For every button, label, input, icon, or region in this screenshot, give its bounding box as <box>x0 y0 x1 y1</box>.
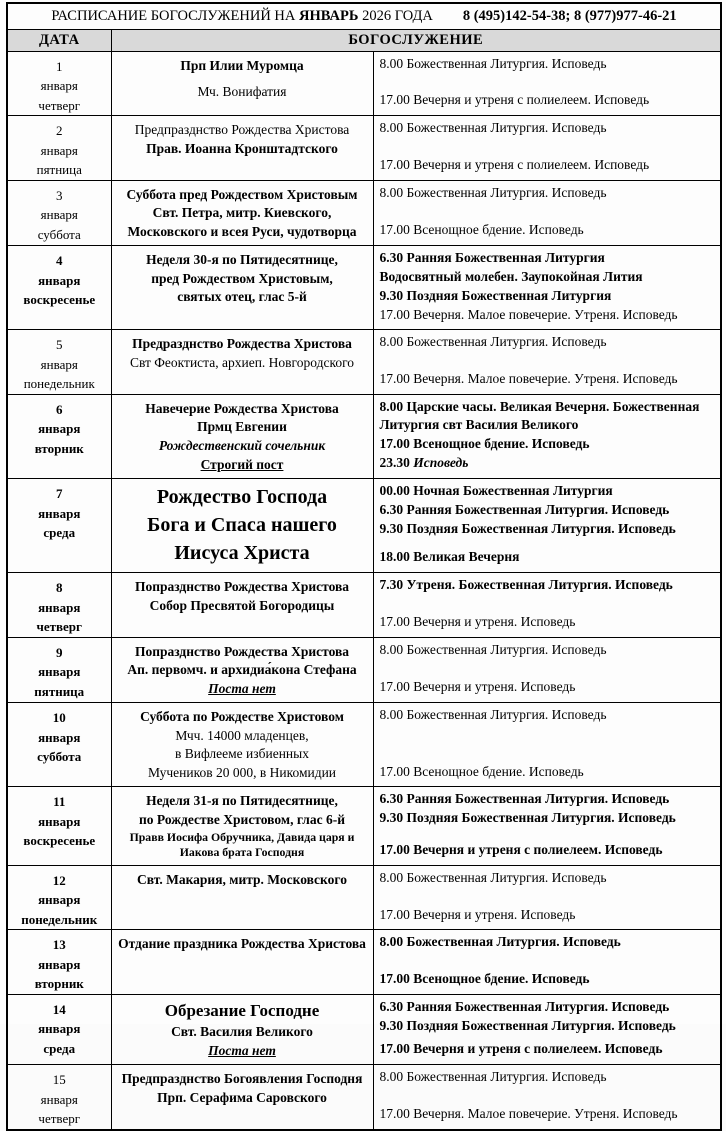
service-line <box>380 1068 715 1086</box>
service-time: 17.00 <box>379 436 414 452</box>
feast-line: Свт. Василия Великого <box>171 1024 313 1040</box>
feast-line: Прав. Иоанна Кронштадтского <box>146 140 338 156</box>
feast-line: Прмц Евгении <box>197 419 287 435</box>
feast-line: Обрезание Господне <box>164 1000 320 1020</box>
service-time: 17.00 <box>379 971 414 987</box>
service-time: 17.00 <box>379 222 414 238</box>
date-month: января <box>38 664 81 680</box>
date-cell <box>7 246 111 330</box>
date-month: января <box>38 272 81 288</box>
date-month: января <box>38 1021 81 1037</box>
date-month: января <box>40 142 78 158</box>
services-cell <box>373 51 721 116</box>
service-text: Вечерня и утреня. Исповедь <box>413 613 576 629</box>
feast-line: Иисуса Христа <box>174 542 310 565</box>
services-cell <box>373 703 721 787</box>
schedule-row <box>7 787 721 866</box>
title-cell <box>7 3 721 29</box>
service-line <box>380 435 715 453</box>
service-group <box>380 933 715 952</box>
service-text: Божественная Литургия. Исповедь <box>406 334 607 350</box>
service-text: Поздняя Божественная Литургия. Исповедь <box>406 810 676 826</box>
service-text: Божественная Литургия. Исповедь <box>406 1069 607 1085</box>
service-line <box>380 156 715 174</box>
service-line <box>380 576 715 594</box>
service-time: 8.00 <box>379 641 407 657</box>
service-line <box>380 678 715 696</box>
service-text: Ночная Божественная Литургия <box>413 483 613 499</box>
feast-cell <box>111 246 373 330</box>
date-weekday: среда <box>43 1040 76 1056</box>
service-line <box>380 184 715 202</box>
feast-line: Неделя 30-я по Пятидесятнице, <box>146 252 338 268</box>
service-line <box>380 287 715 305</box>
service-time: 00.00 <box>379 483 414 499</box>
schedule-table <box>6 2 722 1131</box>
service-line <box>380 970 715 988</box>
service-text: Вечерня. Малое повечерие. Утреня. Исповедь <box>413 306 678 322</box>
service-text: Ранняя Божественная Литургия <box>406 250 605 266</box>
feast-cell <box>111 573 373 638</box>
service-text: Вечерня. Малое повечерие. Утреня. Исповедь <box>413 371 678 387</box>
date-cell <box>7 637 111 703</box>
date-day: 10 <box>52 710 66 726</box>
date-weekday: понедельник <box>21 911 98 927</box>
service-text: Великая Вечерня <box>413 549 520 565</box>
service-time: 6.30 <box>379 998 407 1014</box>
feast-line: Мч. Вонифатия <box>197 84 287 100</box>
service-text: Всенощное бдение. Исповедь <box>413 436 590 452</box>
title-suffix: 2026 ГОДА <box>362 7 433 24</box>
feast-line: Суббота по Рождестве Христовом <box>140 709 344 725</box>
feast-cell <box>111 330 373 395</box>
service-time: 9.30 <box>379 810 407 826</box>
service-time: 17.00 <box>379 1041 414 1057</box>
service-group <box>380 790 715 828</box>
service-text: Вечерня. Малое повечерие. Утреня. Исповедь <box>413 1105 678 1121</box>
service-text: Всенощное бдение. Исповедь <box>413 763 584 779</box>
schedule-row <box>7 994 721 1064</box>
service-time: 8.00 <box>379 334 407 350</box>
date-weekday: пятница <box>36 162 82 177</box>
service-time: 9.30 <box>379 287 407 303</box>
service-text: Царские часы. Великая Вечерня. Божественная Литургия свт Василия Великого <box>379 398 700 432</box>
feast-cell <box>111 930 373 995</box>
services-cell <box>373 930 721 995</box>
date-month: января <box>38 599 81 615</box>
service-line <box>380 501 715 519</box>
service-text: Божественная Литургия. Исповедь <box>406 934 621 950</box>
feast-line: Попразднство Рождества Христова <box>134 643 350 659</box>
date-day: 4 <box>56 253 63 269</box>
schedule-body <box>7 51 721 1130</box>
date-weekday: воскресенье <box>23 292 96 308</box>
column-header-service: БОГОСЛУЖЕНИЕ <box>111 29 721 51</box>
service-time: 6.30 <box>379 501 407 517</box>
service-text: Всенощное бдение. Исповедь <box>413 971 590 987</box>
feast-line: Правв Иосифа Обручника, Давида царя и <box>129 829 355 844</box>
feast-line: в Вифлееме избиенных <box>175 746 309 762</box>
service-text: Божественная Литургия. Исповедь <box>406 869 607 885</box>
service-time: 17.00 <box>379 92 414 108</box>
schedule-row <box>7 930 721 995</box>
service-text: Вечерня и утреня с полиелеем. Исповедь <box>413 842 663 858</box>
date-cell <box>7 116 111 181</box>
phone-numbers: 8 (495)142-54-38; 8 (977)977-46-21 <box>462 7 677 24</box>
service-time: 8.00 <box>379 934 407 950</box>
date-weekday: вторник <box>34 976 84 992</box>
date-month: января <box>38 956 81 972</box>
service-line <box>380 763 715 781</box>
service-time: 6.30 <box>379 791 407 807</box>
feast-line: Поста нет <box>208 680 276 696</box>
date-month: января <box>40 356 78 372</box>
column-header-row <box>7 29 721 51</box>
service-group <box>380 869 715 888</box>
service-group <box>380 249 715 305</box>
service-text: Божественная Литургия. Исповедь <box>406 120 607 135</box>
service-time: 17.00 <box>379 842 414 858</box>
date-weekday: понедельник <box>23 376 95 392</box>
feast-cell <box>111 637 373 703</box>
service-group <box>380 1105 715 1124</box>
service-time: 17.00 <box>379 306 414 322</box>
schedule-row <box>7 116 721 181</box>
service-time: 8.00 <box>379 707 407 723</box>
schedule-row <box>7 865 721 930</box>
date-day: 14 <box>52 1001 66 1017</box>
date-month: января <box>38 505 81 521</box>
service-line <box>380 998 715 1016</box>
service-group <box>380 184 715 203</box>
service-group <box>380 548 715 567</box>
date-cell <box>7 180 111 246</box>
service-text: Поздняя Божественная Литургия. Исповедь <box>406 1017 676 1033</box>
date-day: 13 <box>52 937 66 953</box>
service-group <box>380 370 715 389</box>
date-month: января <box>38 421 81 437</box>
services-cell <box>373 246 721 330</box>
service-time: 17.00 <box>379 679 414 695</box>
date-weekday: среда <box>43 525 76 541</box>
service-time: 8.00 <box>379 120 407 135</box>
service-time: 8.00 <box>379 55 407 71</box>
page-title <box>51 8 432 25</box>
service-time: 23.30 <box>379 455 414 471</box>
date-cell <box>7 330 111 395</box>
service-group <box>380 678 715 697</box>
schedule-row <box>7 330 721 395</box>
date-day: 9 <box>56 644 63 660</box>
schedule-row <box>7 479 721 573</box>
services-cell <box>373 479 721 573</box>
services-cell <box>373 865 721 930</box>
service-group <box>380 906 715 925</box>
schedule-row <box>7 246 721 330</box>
service-group <box>380 91 715 110</box>
service-time: 17.00 <box>379 1105 414 1121</box>
column-header-date: ДАТА <box>7 29 111 51</box>
feast-line: Неделя 31-я по Пятидесятнице, <box>146 793 338 809</box>
date-month: января <box>40 1091 78 1107</box>
feast-line: по Рождестве Христовом, глас 6-й <box>139 811 345 827</box>
service-text: Вечерня и утреня. Исповедь <box>413 679 576 695</box>
service-line <box>380 91 715 109</box>
feast-cell <box>111 116 373 181</box>
date-day: 6 <box>56 401 63 417</box>
feast-line: Свт Феоктиста, архиеп. Новгородского <box>129 354 355 370</box>
schedule-row <box>7 573 721 638</box>
service-time: 17.00 <box>379 763 414 779</box>
date-day: 15 <box>52 1072 66 1088</box>
service-group <box>380 55 715 74</box>
service-line <box>380 548 715 566</box>
services-cell <box>373 1065 721 1130</box>
schedule-row <box>7 394 721 478</box>
services-cell <box>373 994 721 1064</box>
feast-line: Собор Пресвятой Богородицы <box>149 597 335 613</box>
service-text: Божественная Литургия. Исповедь <box>406 55 607 71</box>
services-cell <box>373 330 721 395</box>
title-prefix: РАСПИСАНИЕ БОГОСЛУЖЕНИЙ НА <box>51 7 296 24</box>
service-line <box>380 249 715 267</box>
service-group <box>380 221 715 240</box>
service-line <box>380 641 715 659</box>
date-cell <box>7 479 111 573</box>
schedule-row <box>7 51 721 116</box>
service-group <box>380 306 715 325</box>
service-line <box>380 706 715 724</box>
date-cell <box>7 51 111 116</box>
service-text: Вечерня и утреня. Исповедь <box>413 906 576 922</box>
service-text: Божественная Литургия. Исповедь <box>406 184 607 200</box>
services-cell <box>373 394 721 478</box>
service-time: 17.00 <box>379 613 414 629</box>
service-text: Вечерня и утреня с полиелеем. Исповедь <box>413 92 650 108</box>
feast-line: Предпразднство Рождества Христова <box>134 122 350 137</box>
date-month: января <box>40 78 78 93</box>
date-cell <box>7 573 111 638</box>
date-weekday: вторник <box>34 440 84 456</box>
service-line <box>380 613 715 631</box>
services-cell <box>373 116 721 181</box>
service-line <box>380 119 715 137</box>
service-group <box>380 333 715 352</box>
service-group <box>380 613 715 632</box>
date-weekday: пятница <box>34 683 85 699</box>
service-text: Вечерня и утреня с полиелеем. Исповедь <box>413 156 650 172</box>
service-line <box>380 1040 715 1058</box>
services-cell <box>373 787 721 866</box>
date-day: 1 <box>56 58 63 74</box>
service-text: Поздняя Божественная Литургия <box>406 287 612 303</box>
feast-line: Бога и Спаса нашего <box>147 514 337 537</box>
service-group <box>380 1068 715 1087</box>
service-time: 8.00 <box>379 869 407 885</box>
date-month: января <box>38 729 81 745</box>
service-group <box>380 398 715 435</box>
date-day: 11 <box>53 794 66 810</box>
service-line <box>380 454 715 472</box>
feast-line: Свт. Петра, митр. Киевского, <box>152 205 332 221</box>
date-day: 2 <box>56 123 63 138</box>
feast-cell <box>111 479 373 573</box>
service-group <box>380 576 715 595</box>
schedule-row <box>7 703 721 787</box>
service-line <box>380 55 715 73</box>
service-line <box>380 809 715 827</box>
service-text: Божественная Литургия. Исповедь <box>406 641 607 657</box>
feast-line: Попразднство Рождества Христова <box>134 579 350 595</box>
service-line <box>380 268 715 286</box>
date-cell <box>7 787 111 866</box>
feast-line: Иакова брата Господня <box>179 845 305 860</box>
feast-line: Свт. Макария, митр. Московского <box>137 871 347 887</box>
schedule-row <box>7 1065 721 1130</box>
date-weekday: суббота <box>37 226 81 242</box>
date-day: 3 <box>56 187 63 203</box>
feast-line: Мучеников 20 000, в Никомидии <box>147 764 337 780</box>
date-weekday: воскресенье <box>23 833 96 849</box>
service-text: Исповедь <box>413 455 469 471</box>
service-line <box>380 1017 715 1035</box>
service-group <box>380 482 715 538</box>
feast-cell <box>111 180 373 246</box>
feast-line: Прп. Серафима Саровского <box>157 1089 327 1105</box>
feast-line: Рождественский сочельник <box>158 437 326 453</box>
date-day: 12 <box>52 872 66 888</box>
service-text: Ранняя Божественная Литургия. Исповедь <box>406 501 670 517</box>
service-line <box>380 906 715 924</box>
feast-line: Ап. первомч. и архидиа́кона Стефана <box>127 662 357 678</box>
service-group <box>380 435 715 473</box>
feast-cell <box>111 787 373 866</box>
service-time: 6.30 <box>379 250 407 266</box>
feast-line: Предразднство Рождества Христова <box>132 336 352 352</box>
date-month: января <box>40 207 78 222</box>
feast-cell <box>111 994 373 1064</box>
service-time: 17.00 <box>379 156 414 172</box>
date-cell <box>7 865 111 930</box>
date-day: 5 <box>56 337 63 353</box>
date-cell <box>7 994 111 1064</box>
feast-line: Московского и всея Руси, чудотворца <box>127 223 357 239</box>
feast-line: Суббота пред Рождеством Христовым <box>126 186 358 202</box>
service-group <box>380 706 715 725</box>
service-line <box>380 841 715 859</box>
services-cell <box>373 637 721 703</box>
service-time: 8.00 <box>379 398 407 414</box>
date-cell <box>7 394 111 478</box>
service-time: 9.30 <box>379 520 407 536</box>
feast-line: пред Рождеством Христовым, <box>151 270 333 286</box>
service-time: 17.00 <box>379 371 414 387</box>
feast-line: Поста нет <box>208 1042 276 1058</box>
service-group <box>380 841 715 860</box>
services-cell <box>373 180 721 246</box>
schedule-row <box>7 637 721 703</box>
service-text: Ранняя Божественная Литургия. Исповедь <box>406 791 670 807</box>
date-cell <box>7 703 111 787</box>
date-day: 7 <box>56 486 63 502</box>
feast-cell <box>111 394 373 478</box>
feast-line: Предпразднство Богоявления Господня <box>121 1071 363 1087</box>
feast-line: Навечерие Рождества Христова <box>145 400 339 416</box>
date-day: 8 <box>56 580 63 596</box>
feast-line: святых отец, глас 5-й <box>177 289 307 305</box>
service-group <box>380 763 715 782</box>
service-line <box>380 333 715 351</box>
title-row <box>7 3 721 29</box>
feast-line: Отдание праздника Рождества Христова <box>118 936 366 952</box>
date-weekday: четверг <box>38 97 81 113</box>
service-text: Божественная Литургия. Исповедь <box>406 707 607 723</box>
feast-line: Прп Илии Муромца <box>180 57 304 73</box>
feast-line: Строгий пост <box>200 456 284 472</box>
title-month: ЯНВАРЬ <box>299 7 359 24</box>
service-text: Поздняя Божественная Литургия. Исповедь <box>406 520 676 536</box>
date-month: января <box>38 813 81 829</box>
service-line <box>380 370 715 388</box>
service-text: Водосвятный молебен. Заупокойная Лития <box>379 268 643 284</box>
date-weekday: суббота <box>37 749 82 765</box>
service-text: Ранняя Божественная Литургия. Исповедь <box>406 998 670 1014</box>
feast-line: Рождество Господа <box>156 486 328 509</box>
service-group <box>380 1040 715 1059</box>
service-line <box>380 790 715 808</box>
service-line <box>380 1105 715 1123</box>
feast-cell <box>111 1065 373 1130</box>
date-cell <box>7 1065 111 1130</box>
feast-cell <box>111 51 373 116</box>
service-time: 17.00 <box>379 906 414 922</box>
service-line <box>380 306 715 324</box>
service-group <box>380 119 715 138</box>
services-cell <box>373 573 721 638</box>
service-time: 8.00 <box>379 184 407 200</box>
date-month: января <box>38 892 81 908</box>
schedule-row <box>7 180 721 246</box>
service-text: Вечерня и утреня с полиелеем. Исповедь <box>413 1041 663 1057</box>
date-cell <box>7 930 111 995</box>
service-text: Утреня. Божественная Литургия. Исповедь <box>406 577 673 593</box>
service-line <box>380 933 715 951</box>
service-time: 7.30 <box>379 577 407 593</box>
date-weekday: четверг <box>38 1111 81 1127</box>
feast-line: Мчч. 14000 младенцев, <box>175 727 309 743</box>
service-line <box>380 482 715 500</box>
feast-cell <box>111 865 373 930</box>
service-group <box>380 998 715 1036</box>
service-line <box>380 520 715 538</box>
service-group <box>380 641 715 660</box>
service-time: 8.00 <box>379 1069 407 1085</box>
service-time: 18.00 <box>379 549 414 565</box>
service-time: 9.30 <box>379 1017 407 1033</box>
date-weekday: четверг <box>36 619 82 635</box>
service-group <box>380 970 715 989</box>
service-line <box>380 869 715 887</box>
service-line <box>380 221 715 239</box>
feast-cell <box>111 703 373 787</box>
service-group <box>380 156 715 175</box>
service-line <box>380 398 715 434</box>
service-text: Всенощное бдение. Исповедь <box>413 222 584 238</box>
